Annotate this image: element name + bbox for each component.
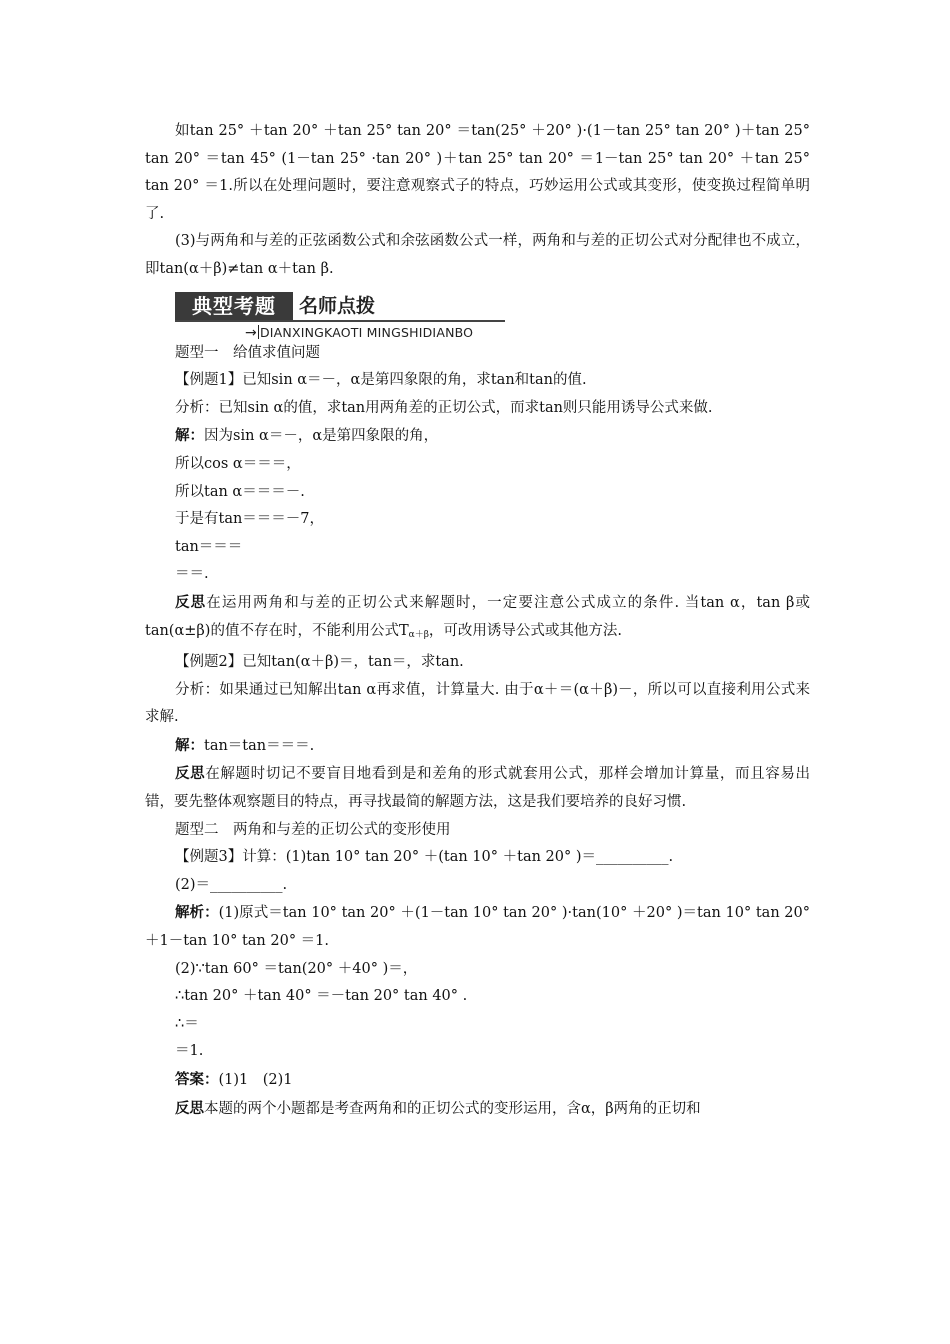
banner-subtitle-text: DIANXINGKAOTI MINGSHIDIANBO: [259, 324, 474, 340]
banner-subtitle: [245, 324, 473, 342]
example-1-label: 【例题1】: [175, 372, 243, 389]
example-3-reflection: [145, 1095, 810, 1124]
banner-divider: [175, 320, 505, 322]
example-3-part-2: (2)＝__________.: [175, 876, 288, 893]
arrow-right-icon: →: [245, 324, 257, 341]
reflection-text-end: ，可改用诱导公式或其他方法.: [428, 622, 623, 639]
example-3: [145, 844, 810, 872]
reflection-label: 反思: [175, 1099, 204, 1117]
banner-main: [175, 292, 505, 318]
example-2: [145, 649, 810, 677]
solution-line: tan＝＝＝: [175, 538, 243, 555]
example-2-text: 已知tan(α＋β)＝，tan＝，求tan.: [242, 654, 464, 671]
example-3-solution: [145, 899, 810, 955]
solution-line: ∴tan 20° ＋tan 40° ＝－tan 20° tan 40° .: [175, 988, 468, 1005]
reflection-text: 本题的两个小题都是考查两角和的正切公式的变形运用，含α，β两角的正切和: [204, 1100, 701, 1117]
section-banner: [175, 290, 505, 346]
example-1-text: 已知sin α＝－，α是第四象限的角，求tan和tan的值.: [242, 372, 587, 389]
solution-line: ＝1.: [175, 1043, 204, 1060]
example-1: [145, 367, 810, 395]
paragraph-distributive-note: (3)与两角和与差的正弦函数公式和余弦函数公式一样，两角和与差的正切公式对分配律也不成立，即tan(α＋β)≠tan α＋tan β.: [145, 233, 810, 277]
solution-line: 于是有tan＝＝＝－7，: [175, 511, 325, 528]
example-2-label: 【例题2】: [175, 654, 243, 671]
solution-line: ∴＝: [175, 1015, 199, 1032]
reflection-label: 反思: [175, 593, 207, 611]
solution-text: tan＝tan＝＝＝.: [204, 737, 315, 754]
divider-bar: [258, 325, 259, 339]
document-body: [145, 118, 810, 1123]
solution-line: (2)∵tan 60° ＝tan(20° ＋40° )＝，: [175, 960, 418, 977]
example-1-reflection: [145, 589, 810, 649]
example-3-text: 计算：(1)tan 10° tan 20° ＋(tan 10° ＋tan 20° )＝__________.: [242, 849, 674, 866]
example-1-solution: [145, 422, 810, 451]
reflection-text: 在运用两角和与差的正切公式来解题时，一定要注意公式成立的条件. 当tan α，tan β或tan(α±β)的值不存在时，不能利用公式T: [145, 594, 810, 639]
answer-text: (1)1 (2)1: [218, 1072, 293, 1088]
example-3-label: 【例题3】: [175, 849, 243, 866]
example-2-analysis: 分析：如果通过已知解出tan α再求值，计算量大. 由于α＋＝(α＋β)－，所以可以直接利用公式来求解.: [145, 681, 810, 726]
example-2-reflection: [145, 760, 810, 816]
reflection-text: 在解题时切记不要盲目地看到是和差角的形式就套用公式，那样会增加计算量，而且容易出错，要先整体观察题目的特点，再寻找最简的解题方法，这是我们要培养的良好习惯.: [145, 766, 811, 811]
solution-label: 解：: [175, 427, 204, 445]
solution-label: 解：: [175, 736, 204, 754]
paragraph-tan-example: 如tan 25° ＋tan 20° ＋tan 25° tan 20° ＝tan(25° ＋20° )·(1－tan 25° tan 20° )＋tan 25° tan 20° ＝tan 45° (1－tan 25° ·tan 20° )＋tan 25° tan 20° ＝1－tan 25° tan 20° ＋tan 25° tan 20° ＝1.所以在处理问题时，要注意观察式子的特点，巧妙运用公式或其变形，使变换过程简单明了.: [145, 123, 810, 222]
formula-subscript: α＋β: [408, 629, 429, 640]
answer-label: 答案：: [175, 1071, 219, 1088]
solution-text: (1)原式＝tan 10° tan 20° ＋(1－tan 10° tan 20° )·tan(10° ＋20° )＝tan 10° tan 20° ＋1－tan 10° tan 20° ＝1.: [145, 905, 811, 950]
banner-title: 名师点拨: [299, 294, 376, 317]
solution-line: 所以tan α＝＝＝－.: [175, 483, 305, 500]
example-2-solution: [145, 732, 810, 761]
reflection-label: 反思: [175, 765, 206, 783]
solution-text: 因为sin α＝－，α是第四象限的角，: [204, 428, 439, 445]
solution-line: 所以cos α＝＝＝，: [175, 455, 301, 472]
question-type-2-heading: 题型二 两角和与差的正切公式的变形使用: [175, 821, 451, 838]
solution-label: 解析：: [175, 904, 219, 922]
banner-tag: 典型考题: [175, 292, 293, 320]
example-3-answer: [145, 1066, 810, 1095]
solution-line: ＝＝.: [175, 566, 209, 583]
example-1-analysis: 分析：已知sin α的值，求tan用两角差的正切公式，而求tan则只能用诱导公式来做.: [175, 399, 713, 416]
question-type-1-heading: 题型一 给值求值问题: [175, 344, 320, 361]
